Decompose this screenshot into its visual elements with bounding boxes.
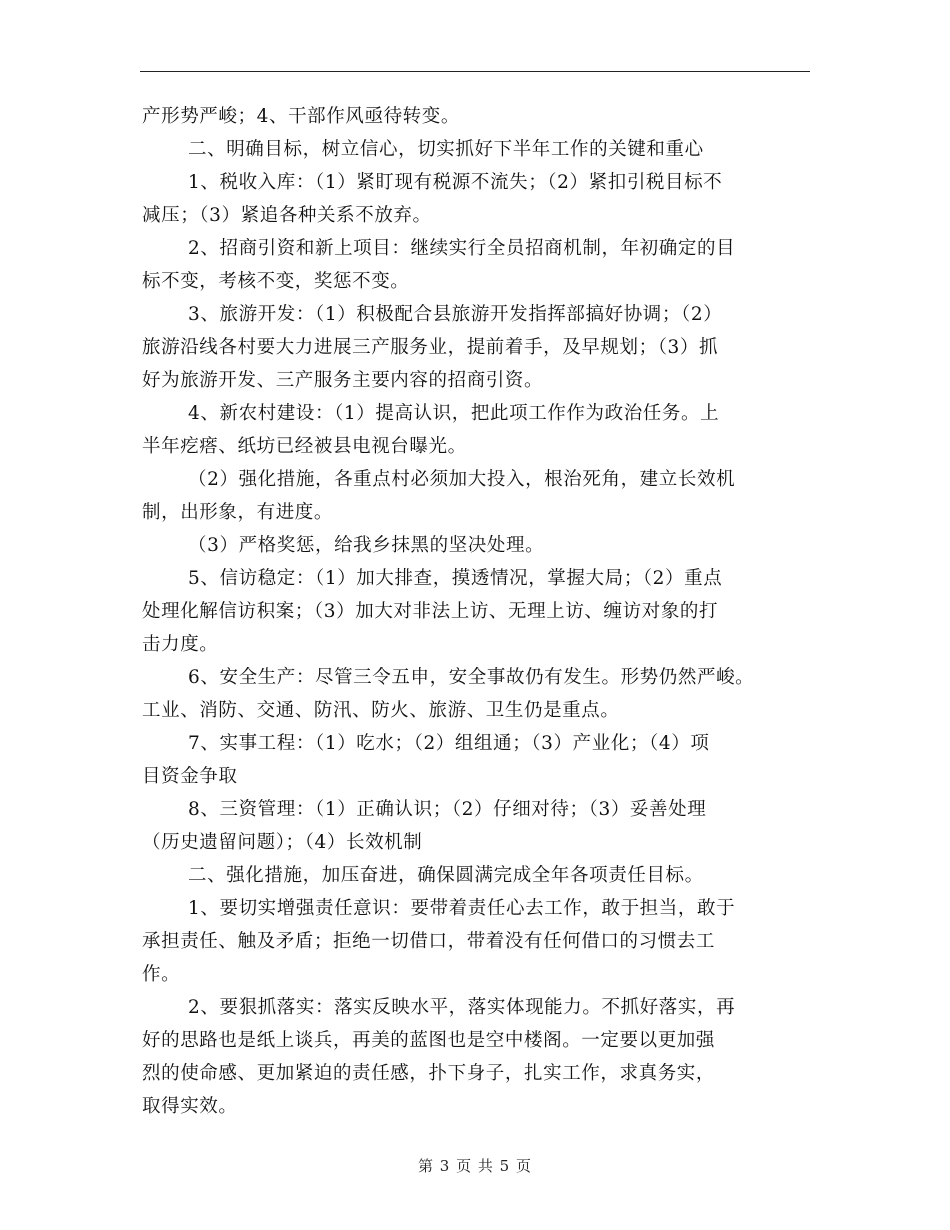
text-line: 2、招商引资和新上项目：继续实行全员招商机制，年初确定的目 <box>188 238 736 259</box>
text-line: 制，出形象，有进度。 <box>142 502 334 523</box>
header-rule <box>140 71 810 72</box>
text-line: 1、税收入库：（1）紧盯现有税源不流失；（2）紧扣引税目标不 <box>188 172 723 193</box>
text-line: 好的思路也是纸上谈兵，再美的蓝图也是空中楼阁。一定要以更加强 <box>142 1030 716 1051</box>
text-line: 击力度。 <box>142 634 219 655</box>
page-number-footer: 第 3 页 共 5 页 <box>418 1157 532 1175</box>
text-line: 取得实效。 <box>142 1096 238 1117</box>
section-heading: 二、明确目标，树立信心，切实抓好下半年工作的关键和重心 <box>188 139 704 160</box>
text-line: 产形势严峻；4、干部作风亟待转变。 <box>142 106 460 127</box>
text-line: 5、信访稳定：（1）加大排查，摸透情况，掌握大局；（2）重点 <box>188 568 723 589</box>
text-line: 目资金争取 <box>142 766 238 787</box>
section-heading: 二、强化措施，加压奋进，确保圆满完成全年各项责任目标。 <box>188 865 704 886</box>
text-line: 旅游沿线各村要大力进展三产服务业，提前着手，及早规划；（3）抓 <box>142 337 719 358</box>
text-line: 2、要狠抓落实：落实反映水平，落实体现能力。不抓好落实，再 <box>188 997 736 1018</box>
text-line: 好为旅游开发、三产服务主要内容的招商引资。 <box>142 370 544 391</box>
text-line: （3）严格奖惩，给我乡抹黑的坚决处理。 <box>188 535 545 556</box>
text-line: （历史遗留问题）；（4）长效机制 <box>142 832 423 853</box>
text-line: 6、安全生产：尽管三令五申，安全事故仍有发生。形势仍然严峻。 <box>188 667 755 688</box>
text-line: 7、实事工程：（1）吃水；（2）组组通；（3）产业化；（4）项 <box>188 733 710 754</box>
text-line: 标不变，考核不变，奖惩不变。 <box>142 271 410 292</box>
text-line: 4、新农村建设：（1）提高认识，把此项工作作为政治任务。上 <box>188 403 720 424</box>
text-line: 3、旅游开发：（1）积极配合县旅游开发指挥部搞好协调；（2） <box>188 304 723 325</box>
text-line: 工业、消防、交通、防汛、防火、旅游、卫生仍是重点。 <box>142 700 620 721</box>
text-line: 烈的使命感、更加紧迫的责任感，扑下身子，扎实工作，求真务实， <box>142 1063 716 1084</box>
text-line: 作。 <box>142 964 181 985</box>
text-line: 处理化解信访积案；（3）加大对非法上访、无理上访、缠访对象的打 <box>142 601 719 622</box>
text-line: （2）强化措施，各重点村必须加大投入，根治死角，建立长效机 <box>188 469 736 490</box>
text-line: 半年疙瘩、纸坊已经被县电视台曝光。 <box>142 436 467 457</box>
text-line: 承担责任、触及矛盾；拒绝一切借口，带着没有任何借口的习惯去工 <box>142 931 716 952</box>
text-line: 减压；（3）紧追各种关系不放弃。 <box>142 205 432 226</box>
text-line: 1、要切实增强责任意识：要带着责任心去工作，敢于担当，敢于 <box>188 898 736 919</box>
text-line: 8、三资管理：（1）正确认识；（2）仔细对待；（3）妥善处理 <box>188 799 707 820</box>
